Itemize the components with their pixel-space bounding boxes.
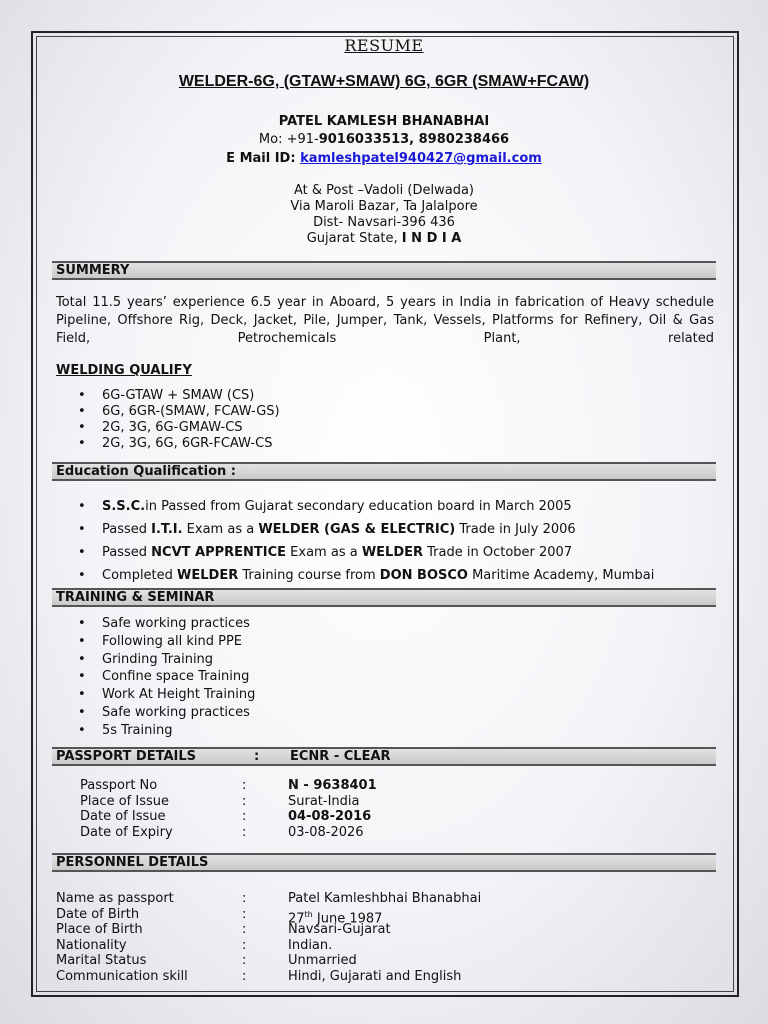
email-label: E Mail ID:	[226, 151, 301, 166]
address-line-1: At & Post –Vadoli (Delwada)	[294, 183, 474, 198]
education-heading: Education Qualification :	[52, 462, 716, 481]
address-line-4	[0, 230, 768, 247]
summary-text: Total 11.5 years’ experience 6.5 year in Aboard, 5 years in India in fabrication of Heavy schedule Pipeline, Offshore Rig, Deck, Jacket, Pile, Jumper, Tank, Vessels, Platforms for Refinery, Oil & Gas Field, Petrochemicals Plant, related	[56, 295, 714, 346]
mobile-line	[0, 131, 768, 148]
address-state: Gujarat State,	[306, 231, 402, 246]
detail-row: Place of Issue : Surat-India	[80, 793, 360, 809]
welding-qualify-heading: WELDING QUALIFY	[56, 363, 192, 378]
summary-heading: SUMMERY	[52, 261, 716, 280]
education-list	[56, 495, 654, 587]
detail-row: Name as passport : Patel Kamleshbhai Bhanabhai	[56, 891, 482, 906]
welding-qualify-list	[56, 388, 280, 452]
list-item: • 2G, 3G, 6G, 6GR-FCAW-CS	[56, 436, 280, 452]
training-heading: TRAINING & SEMINAR	[52, 588, 716, 607]
list-item: • Work At Height Training	[56, 686, 255, 704]
training-list	[56, 615, 255, 740]
detail-row: Passport No : N - 9638401	[80, 778, 377, 793]
detail-row: Marital Status : Unmarried	[56, 953, 357, 969]
list-item: • S.S.C.in Passed from Gujarat secondary education board in March 2005	[56, 495, 654, 518]
passport-heading-colon: :	[254, 749, 260, 764]
list-item: • Grinding Training	[56, 651, 255, 669]
detail-row: Communication skill : Hindi, Gujarati and English	[56, 968, 462, 984]
personnel-heading: PERSONNEL DETAILS	[52, 853, 716, 872]
list-item: • Confine space Training	[56, 668, 255, 686]
passport-heading-label: PASSPORT DETAILS	[56, 749, 197, 764]
detail-row: Date of Expiry : 03-08-2026	[80, 824, 364, 840]
resume-title: RESUME	[344, 36, 424, 55]
list-item: • Safe working practices	[56, 704, 255, 722]
list-item: • Safe working practices	[56, 615, 255, 633]
detail-row: Place of Birth : Navsari-Gujarat	[56, 922, 391, 938]
list-item: • 6G, 6GR-(SMAW, FCAW-GS)	[56, 404, 280, 420]
detail-row: Date of Issue : 04-08-2016	[80, 809, 372, 824]
address-country: I N D I A	[401, 231, 462, 246]
passport-details	[80, 778, 410, 842]
role-title: WELDER-6G, (GTAW+SMAW) 6G, 6GR (SMAW+FCAW)	[178, 73, 590, 90]
candidate-name: PATEL KAMLESH BHANABHAI	[278, 114, 490, 129]
personnel-details	[56, 891, 536, 987]
email-link[interactable]: kamleshpatel940427@gmail.com	[300, 151, 542, 166]
list-item: • 5s Training	[56, 722, 255, 740]
mobile-label: Mo: +91-	[258, 132, 319, 147]
passport-heading	[52, 747, 716, 766]
email-line	[0, 150, 768, 167]
mobile-numbers: 9016033513, 8980238466	[318, 132, 510, 147]
list-item: • Passed NCVT APPRENTICE Exam as a WELDER Trade in October 2007	[56, 541, 654, 564]
list-item: • 2G, 3G, 6G-GMAW-CS	[56, 420, 280, 436]
list-item: • Following all kind PPE	[56, 633, 255, 651]
detail-row: Nationality : Indian.	[56, 937, 333, 953]
list-item: • Completed WELDER Training course from DON BOSCO Maritime Academy, Mumbai	[56, 564, 654, 587]
address-line-3: Dist- Navsari-396 436	[313, 215, 455, 230]
passport-heading-value: ECNR - CLEAR	[290, 749, 391, 764]
detail-row: Date of Birth : 27th June 1987	[56, 906, 383, 926]
list-item: • 6G-GTAW + SMAW (CS)	[56, 388, 280, 404]
list-item: • Passed I.T.I. Exam as a WELDER (GAS & ELECTRIC) Trade in July 2006	[56, 518, 654, 541]
address-line-2: Via Maroli Bazar, Ta Jalalpore	[290, 199, 478, 214]
